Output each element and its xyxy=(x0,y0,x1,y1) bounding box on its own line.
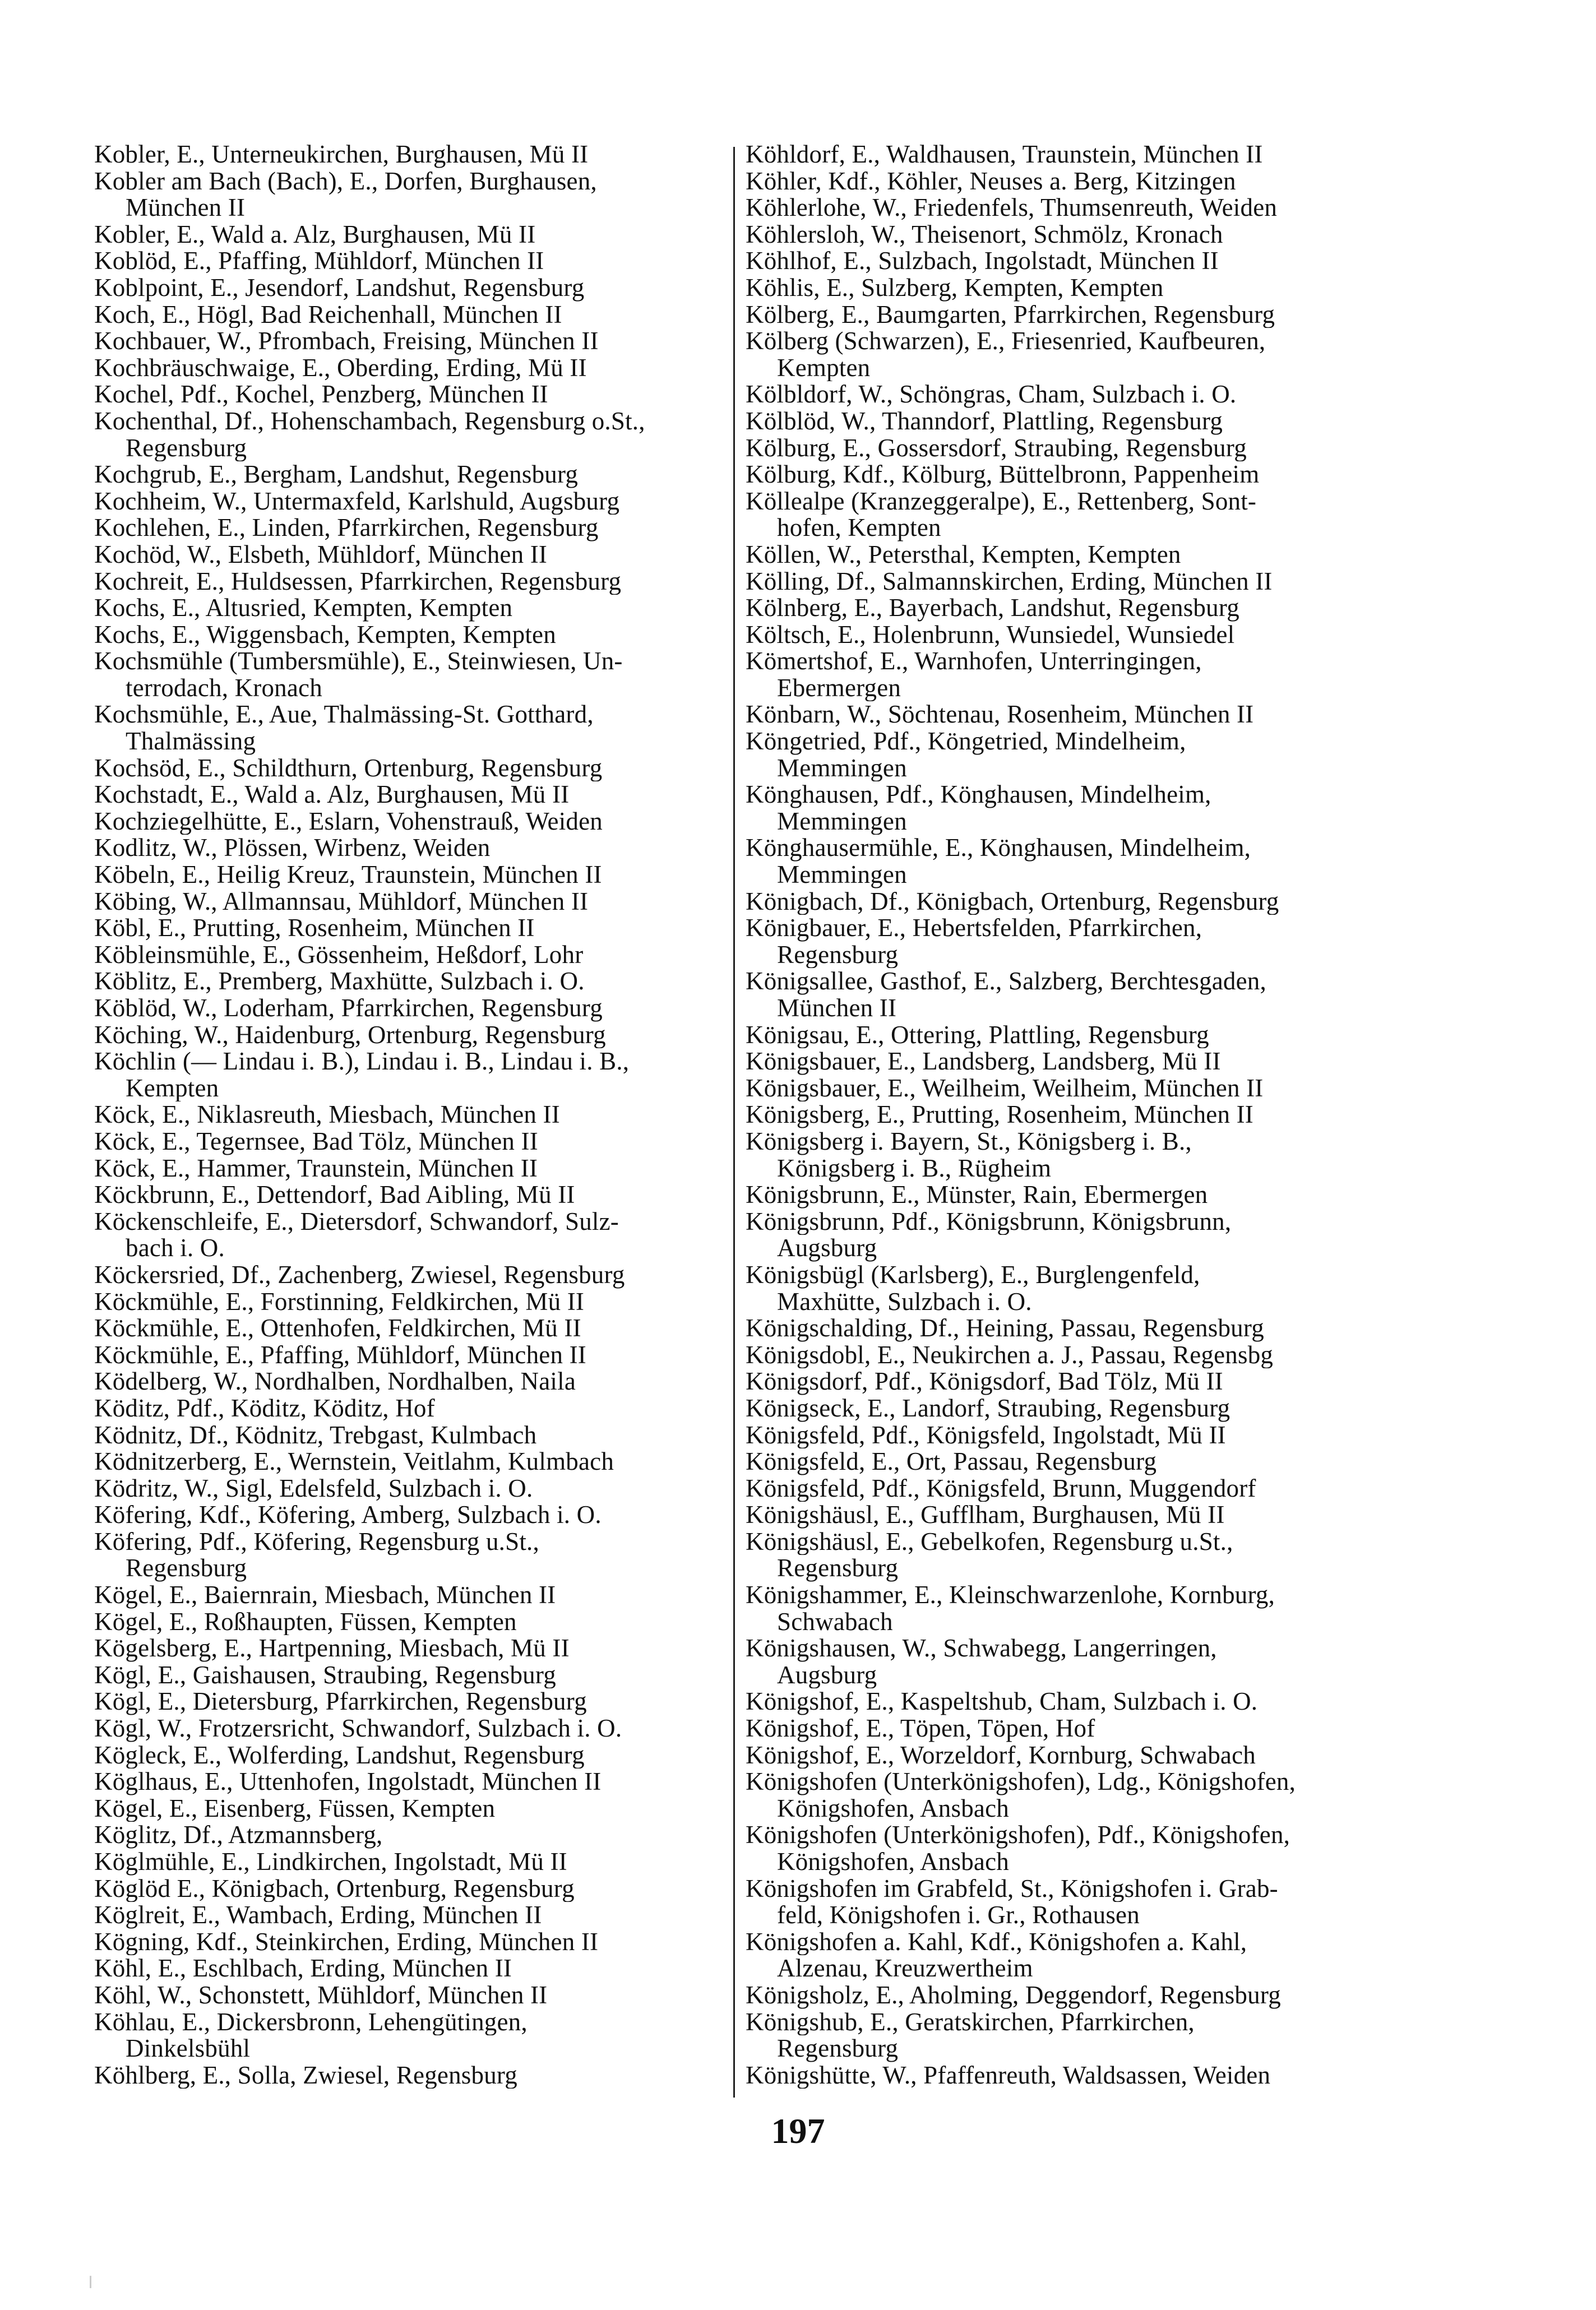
gazetteer-entry xyxy=(746,1368,1390,1395)
entry-line: Kölberg (Schwarzen), E., Friesenried, Kaufbeuren, xyxy=(746,328,1266,355)
gazetteer-entry xyxy=(94,1048,725,1101)
gazetteer-entry xyxy=(746,302,1390,328)
entry-line: Köchlin (— Lindau i. B.), Lindau i. B., Lindau i. B., xyxy=(94,1048,630,1075)
gazetteer-entry xyxy=(94,1849,725,1876)
gazetteer-entry xyxy=(94,141,725,168)
entry-continuation-line: Memmingen xyxy=(777,862,907,888)
entry-line: Köhlberg, E., Solla, Zwiesel, Regensburg xyxy=(94,2062,517,2089)
entry-continuation-line: Königshofen, Ansbach xyxy=(777,1849,1009,1876)
gazetteer-entry xyxy=(94,701,725,754)
entry-line: Königsdobl, E., Neukirchen a. J., Passau, Regensbg xyxy=(746,1341,1274,1369)
entry-line: Köblitz, E., Premberg, Maxhütte, Sulzbach i. O. xyxy=(94,968,585,995)
gazetteer-entry xyxy=(94,541,725,568)
entry-line: Köckenschleife, E., Dietersdorf, Schwandorf, Sulz- xyxy=(94,1208,619,1235)
gazetteer-entry xyxy=(746,1635,1390,1688)
entry-line: Kobler, E., Unterneukirchen, Burghausen, Mü II xyxy=(94,141,589,168)
entry-line: Kölling, Df., Salmannskirchen, Erding, München II xyxy=(746,568,1273,595)
entry-line: Köckmühle, E., Pfaffing, Mühldorf, München II xyxy=(94,1341,586,1369)
entry-line: Kochsmühle, E., Aue, Thalmässing-St. Gotthard, xyxy=(94,701,594,729)
entry-line: Köllen, W., Petersthal, Kempten, Kempten xyxy=(746,541,1181,568)
entry-line: Königsdorf, Pdf., Königsdorf, Bad Tölz, Mü II xyxy=(746,1368,1223,1395)
gazetteer-entry xyxy=(94,1609,725,1636)
gazetteer-entry xyxy=(94,1902,725,1929)
entry-line: Kögl, E., Dietersburg, Pfarrkirchen, Regensburg xyxy=(94,1688,587,1716)
entry-line: Köglitz, Df., Atzmannsberg, xyxy=(94,1822,383,1849)
entry-line: Könghausen, Pdf., Könghausen, Mindelheim, xyxy=(746,781,1211,808)
entry-line: Kodlitz, W., Plössen, Wirbenz, Weiden xyxy=(94,835,491,862)
gazetteer-entry xyxy=(94,835,725,862)
page-number: 197 xyxy=(771,2111,825,2151)
entry-line: Königsbrunn, E., Münster, Rain, Ebermergen xyxy=(746,1182,1208,1209)
gazetteer-entry xyxy=(94,1635,725,1662)
entry-line: Königsbügl (Karlsberg), E., Burglengenfeld, xyxy=(746,1261,1200,1289)
entry-continuation-line: Kempten xyxy=(777,354,871,382)
entry-line: Königshub, E., Geratskirchen, Pfarrkirchen, xyxy=(746,2008,1195,2036)
gazetteer-entry xyxy=(746,1529,1390,1582)
gazetteer-entry xyxy=(746,595,1390,622)
entry-line: Königsallee, Gasthof, E., Salzberg, Berchtesgaden, xyxy=(746,968,1266,995)
gazetteer-entry xyxy=(94,648,725,701)
entry-line: Köfering, Kdf., Köfering, Amberg, Sulzbach i. O. xyxy=(94,1502,602,1529)
gazetteer-entry xyxy=(94,1929,725,1956)
entry-continuation-line: feld, Königshofen i. Gr., Rothausen xyxy=(777,1902,1140,1929)
entry-line: Köck, E., Tegernsee, Bad Tölz, München II xyxy=(94,1128,538,1155)
entry-line: Kölburg, E., Gossersdorf, Straubing, Regensburg xyxy=(746,434,1247,462)
entry-line: Kochgrub, E., Bergham, Landshut, Regensburg xyxy=(94,461,579,488)
gazetteer-entry xyxy=(94,408,725,461)
entry-continuation-line: Dinkelsbühl xyxy=(126,2035,251,2062)
entry-continuation-line: Maxhütte, Sulzbach i. O. xyxy=(777,1288,1032,1316)
entry-line: Königshütte, W., Pfaffenreuth, Waldsassen, Weiden xyxy=(746,2062,1271,2089)
entry-line: Köckbrunn, E., Dettendorf, Bad Aibling, Mü II xyxy=(94,1182,575,1209)
gazetteer-entry xyxy=(746,1822,1390,1875)
gazetteer-entry xyxy=(746,2009,1390,2062)
entry-line: Ködritz, W., Sigl, Edelsfeld, Sulzbach i. O. xyxy=(94,1475,533,1502)
entry-line: Kögl, E., Gaishausen, Straubing, Regensburg xyxy=(94,1661,556,1689)
entry-line: Königsfeld, Pdf., Königsfeld, Ingolstadt, Mü II xyxy=(746,1422,1226,1449)
entry-line: Kochs, E., Altusried, Kempten, Kempten xyxy=(94,595,513,622)
gazetteer-entry xyxy=(94,1155,725,1182)
entry-line: Kochöd, W., Elsbeth, Mühldorf, München II xyxy=(94,541,548,568)
gazetteer-entry xyxy=(746,1582,1390,1635)
entry-line: Kochel, Pdf., Kochel, Penzberg, München II xyxy=(94,381,548,408)
entry-continuation-line: Schwabach xyxy=(777,1608,893,1636)
entry-continuation-line: Regensburg xyxy=(126,1555,247,1582)
entry-line: Kochbauer, W., Pfrombach, Freising, München II xyxy=(94,328,599,355)
entry-line: Köck, E., Hammer, Traunstein, München II xyxy=(94,1155,538,1182)
gazetteer-entry xyxy=(94,1368,725,1395)
gazetteer-entry xyxy=(94,755,725,782)
entry-line: Königshofen im Grabfeld, St., Königshofen i. Grab- xyxy=(746,1875,1278,1902)
entry-line: Königshofen (Unterkönigshofen), Pdf., Königshofen, xyxy=(746,1822,1290,1849)
entry-line: Königsfeld, E., Ort, Passau, Regensburg xyxy=(746,1448,1157,1475)
gazetteer-entry xyxy=(746,1022,1390,1049)
entry-line: Könghausermühle, E., Könghausen, Mindelheim, xyxy=(746,835,1251,862)
entry-line: Königseck, E., Landorf, Straubing, Regensburg xyxy=(746,1395,1230,1422)
left-column xyxy=(94,141,725,2089)
gazetteer-entry xyxy=(746,1315,1390,1342)
entry-line: Kochziegelhütte, E., Eslarn, Vohenstrauß, Weiden xyxy=(94,808,603,835)
entry-line: Köditz, Pdf., Köditz, Köditz, Hof xyxy=(94,1395,435,1422)
entry-line: Köglhaus, E., Uttenhofen, Ingolstadt, München II xyxy=(94,1769,602,1795)
entry-line: Köblöd, W., Loderham, Pfarrkirchen, Regensburg xyxy=(94,995,603,1022)
gazetteer-entry xyxy=(746,622,1390,649)
entry-line: Köbing, W., Allmannsau, Mühldorf, München II xyxy=(94,888,589,915)
entry-continuation-line: Königsberg i. B., Rügheim xyxy=(777,1155,1052,1182)
gazetteer-entry xyxy=(746,1075,1390,1102)
gazetteer-entry xyxy=(746,2062,1390,2089)
entry-line: Königsau, E., Ottering, Plattling, Regensburg xyxy=(746,1021,1209,1049)
entry-line: Koblpoint, E., Jesendorf, Landshut, Regensburg xyxy=(94,274,585,302)
gazetteer-entry xyxy=(94,1395,725,1422)
gazetteer-entry xyxy=(746,835,1390,888)
entry-line: Köhlis, E., Sulzberg, Kempten, Kempten xyxy=(746,274,1164,302)
gazetteer-entry xyxy=(746,1742,1390,1769)
entry-line: Ködelberg, W., Nordhalben, Nordhalben, Naila xyxy=(94,1368,576,1395)
gazetteer-entry xyxy=(746,915,1390,968)
entry-line: Kögelsberg, E., Hartpenning, Miesbach, Mü II xyxy=(94,1635,570,1662)
entry-line: Köbl, E., Prutting, Rosenheim, München II xyxy=(94,915,535,942)
gazetteer-entry xyxy=(746,1475,1390,1502)
gazetteer-entry xyxy=(94,1448,725,1475)
gazetteer-entry xyxy=(94,221,725,248)
gazetteer-entry xyxy=(746,1982,1390,2009)
gazetteer-entry xyxy=(746,781,1390,835)
entry-line: Köglreit, E., Wambach, Erding, München II xyxy=(94,1902,542,1929)
entry-line: Köglmühle, E., Lindkirchen, Ingolstadt, Mü II xyxy=(94,1849,567,1876)
entry-line: Kölnberg, E., Bayerbach, Landshut, Regensburg xyxy=(746,595,1239,622)
gazetteer-entry xyxy=(746,968,1390,1021)
entry-line: Ködnitz, Df., Ködnitz, Trebgast, Kulmbach xyxy=(94,1422,537,1449)
entry-line: Ködnitzerberg, E., Wernstein, Veitlahm, Kulmbach xyxy=(94,1448,614,1475)
entry-continuation-line: Augsburg xyxy=(777,1661,877,1689)
gazetteer-entry xyxy=(94,862,725,888)
entry-continuation-line: Memmingen xyxy=(777,808,907,835)
gazetteer-entry xyxy=(746,648,1390,701)
gazetteer-entry xyxy=(94,1182,725,1209)
right-column xyxy=(746,141,1390,2089)
gazetteer-entry xyxy=(94,1475,725,1502)
gazetteer-entry xyxy=(746,888,1390,915)
entry-line: Königshäusl, E., Gufflham, Burghausen, Mü II xyxy=(746,1502,1225,1529)
gazetteer-entry xyxy=(94,781,725,808)
entry-line: Kochs, E., Wiggensbach, Kempten, Kempten xyxy=(94,621,556,649)
gazetteer-entry xyxy=(94,568,725,595)
gazetteer-entry xyxy=(94,168,725,221)
entry-line: Kobler, E., Wald a. Alz, Burghausen, Mü II xyxy=(94,221,536,248)
gazetteer-entry xyxy=(746,1128,1390,1182)
gazetteer-entry xyxy=(746,1209,1390,1262)
entry-continuation-line: München II xyxy=(777,995,897,1022)
gazetteer-entry xyxy=(94,1502,725,1529)
entry-line: Köglöd E., Königbach, Ortenburg, Regensburg xyxy=(94,1875,575,1902)
margin-mark xyxy=(90,2276,100,2288)
gazetteer-entry xyxy=(94,1128,725,1155)
gazetteer-entry xyxy=(746,1048,1390,1075)
entry-line: Königsbauer, E., Landsberg, Landsberg, Mü II xyxy=(746,1048,1221,1075)
gazetteer-entry xyxy=(94,1022,725,1049)
gazetteer-entry xyxy=(94,808,725,835)
entry-line: Kögleck, E., Wolferding, Landshut, Regensburg xyxy=(94,1742,585,1769)
entry-line: Koch, E., Högl, Bad Reichenhall, München II xyxy=(94,301,562,328)
gazetteer-entry xyxy=(746,1715,1390,1742)
entry-line: Königbach, Df., Königbach, Ortenburg, Regensburg xyxy=(746,888,1279,915)
gazetteer-entry xyxy=(94,995,725,1022)
entry-line: Köching, W., Haidenburg, Ortenburg, Regensburg xyxy=(94,1021,606,1049)
entry-line: Kochbräuschwaige, E., Oberding, Erding, Mü II xyxy=(94,354,587,382)
entry-continuation-line: Memmingen xyxy=(777,754,907,782)
entry-line: Köfering, Pdf., Köfering, Regensburg u.St., xyxy=(94,1528,539,1556)
gazetteer-entry xyxy=(94,1101,725,1128)
gazetteer-entry xyxy=(746,168,1390,195)
gazetteer-entry xyxy=(94,1742,725,1769)
entry-line: Königbauer, E., Hebertsfelden, Pfarrkirchen, xyxy=(746,915,1202,942)
gazetteer-entry xyxy=(746,1688,1390,1715)
entry-line: Königshof, E., Kaspeltshub, Cham, Sulzbach i. O. xyxy=(746,1688,1258,1716)
entry-line: Köhl, E., Eschlbach, Erding, München II xyxy=(94,1955,512,1982)
gazetteer-entry xyxy=(94,888,725,915)
gazetteer-entry xyxy=(94,942,725,969)
gazetteer-entry xyxy=(94,1209,725,1262)
gazetteer-entry xyxy=(94,1422,725,1449)
entry-line: Kobler am Bach (Bach), E., Dorfen, Burghausen, xyxy=(94,168,597,195)
entry-line: Kögel, E., Eisenberg, Füssen, Kempten xyxy=(94,1795,496,1822)
gazetteer-entry xyxy=(746,435,1390,462)
gazetteer-entry xyxy=(746,1262,1390,1315)
entry-line: Köhl, W., Schonstett, Mühldorf, München II xyxy=(94,1982,548,2009)
entry-line: Köhlersloh, W., Theisenort, Schmölz, Kronach xyxy=(746,221,1223,248)
entry-line: Kölburg, Kdf., Kölburg, Büttelbronn, Pappenheim xyxy=(746,461,1260,488)
entry-continuation-line: München II xyxy=(126,195,246,221)
gazetteer-entry xyxy=(94,302,725,328)
entry-line: Köck, E., Niklasreuth, Miesbach, München II xyxy=(94,1101,560,1128)
gazetteer-entry xyxy=(94,968,725,995)
gazetteer-entry xyxy=(94,1582,725,1609)
entry-line: Kölblöd, W., Thanndorf, Plattling, Regensburg xyxy=(746,408,1223,435)
entry-line: Köhler, Kdf., Köhler, Neuses a. Berg, Kitzingen xyxy=(746,168,1236,195)
gazetteer-entry xyxy=(746,1769,1390,1822)
entry-continuation-line: Regensburg xyxy=(777,1555,899,1582)
gazetteer-entry xyxy=(94,1342,725,1369)
gazetteer-entry xyxy=(94,1769,725,1795)
entry-line: Königsholz, E., Aholming, Deggendorf, Regensburg xyxy=(746,1982,1281,2009)
gazetteer-entry xyxy=(94,355,725,382)
entry-line: Königsfeld, Pdf., Königsfeld, Brunn, Muggendorf xyxy=(746,1475,1256,1502)
entry-line: Königschalding, Df., Heining, Passau, Regensburg xyxy=(746,1315,1264,1342)
entry-line: Königsbauer, E., Weilheim, Weilheim, München II xyxy=(746,1075,1264,1102)
entry-line: Königshof, E., Töpen, Töpen, Hof xyxy=(746,1715,1095,1742)
entry-continuation-line: Ebermergen xyxy=(777,674,901,702)
gazetteer-entry xyxy=(746,568,1390,595)
gazetteer-entry xyxy=(94,461,725,488)
entry-continuation-line: bach i. O. xyxy=(126,1235,225,1262)
entry-line: Köngetried, Pdf., Köngetried, Mindelheim, xyxy=(746,728,1186,755)
gazetteer-entry xyxy=(746,381,1390,408)
gazetteer-entry xyxy=(94,1529,725,1582)
gazetteer-entry xyxy=(94,622,725,649)
entry-continuation-line: hofen, Kempten xyxy=(777,515,941,541)
gazetteer-entry xyxy=(94,2062,725,2089)
entry-line: Köhlau, E., Dickersbronn, Lehengütingen, xyxy=(94,2008,528,2036)
gazetteer-entry xyxy=(94,381,725,408)
gazetteer-entry xyxy=(94,915,725,942)
gazetteer-entry xyxy=(746,461,1390,488)
entry-continuation-line: Königshofen, Ansbach xyxy=(777,1795,1009,1822)
entry-line: Königshausen, W., Schwabegg, Langerringen, xyxy=(746,1635,1217,1662)
gazetteer-entry xyxy=(746,328,1390,381)
gazetteer-entry xyxy=(746,701,1390,728)
entry-line: Kochsöd, E., Schildthurn, Ortenburg, Regensburg xyxy=(94,754,603,782)
gazetteer-entry xyxy=(746,195,1390,221)
gazetteer-entry xyxy=(94,1289,725,1316)
entry-line: Köckersried, Df., Zachenberg, Zwiesel, Regensburg xyxy=(94,1261,625,1289)
entry-line: Kochenthal, Df., Hohenschambach, Regensburg o.St., xyxy=(94,408,645,435)
gazetteer-entry xyxy=(746,408,1390,435)
gazetteer-entry xyxy=(94,1662,725,1689)
entry-line: Költsch, E., Holenbrunn, Wunsiedel, Wunsiedel xyxy=(746,621,1235,649)
entry-continuation-line: Kempten xyxy=(126,1075,219,1102)
entry-line: Köckmühle, E., Forstinning, Feldkirchen, Mü II xyxy=(94,1288,585,1316)
entry-line: Kögl, W., Frotzersricht, Schwandorf, Sulzbach i. O. xyxy=(94,1715,622,1742)
gazetteer-entry xyxy=(94,1795,725,1822)
entry-line: Köbleinsmühle, E., Gössenheim, Heßdorf, Lohr xyxy=(94,941,584,969)
entry-line: Köckmühle, E., Ottenhofen, Feldkirchen, Mü II xyxy=(94,1315,581,1342)
gazetteer-entry xyxy=(94,248,725,275)
gazetteer-entry xyxy=(94,1955,725,1982)
entry-line: Königsberg, E., Prutting, Rosenheim, München II xyxy=(746,1101,1253,1128)
entry-line: Kochlehen, E., Linden, Pfarrkirchen, Regensburg xyxy=(94,515,599,541)
gazetteer-entry xyxy=(746,275,1390,302)
gazetteer-entry xyxy=(746,541,1390,568)
gazetteer-entry xyxy=(746,248,1390,275)
entry-line: Kölbldorf, W., Schöngras, Cham, Sulzbach i. O. xyxy=(746,381,1237,408)
gazetteer-entry xyxy=(746,221,1390,248)
entry-line: Königshammer, E., Kleinschwarzenlohe, Kornburg, xyxy=(746,1582,1275,1609)
entry-continuation-line: Augsburg xyxy=(777,1235,877,1262)
gazetteer-entry xyxy=(746,1929,1390,1982)
gazetteer-entry xyxy=(746,1422,1390,1449)
entry-line: Königshof, E., Worzeldorf, Kornburg, Schwabach xyxy=(746,1742,1256,1769)
gazetteer-entry xyxy=(94,595,725,622)
gazetteer-entry xyxy=(94,1822,725,1849)
gazetteer-entry xyxy=(746,488,1390,541)
gazetteer-entry xyxy=(94,328,725,355)
gazetteer-entry xyxy=(94,515,725,541)
entry-line: Kögel, E., Baiernrain, Miesbach, München II xyxy=(94,1582,556,1609)
entry-line: Kochreit, E., Huldsessen, Pfarrkirchen, Regensburg xyxy=(94,568,622,595)
entry-continuation-line: Regensburg xyxy=(126,434,247,462)
entry-line: Königsbrunn, Pdf., Königsbrunn, Königsbrunn, xyxy=(746,1208,1232,1235)
entry-line: Königsberg i. Bayern, St., Königsberg i. B., xyxy=(746,1128,1192,1155)
entry-line: Kölberg, E., Baumgarten, Pfarrkirchen, Regensburg xyxy=(746,301,1275,328)
gazetteer-entry xyxy=(94,2009,725,2062)
entry-line: Köhlerlohe, W., Friedenfels, Thumsenreuth, Weiden xyxy=(746,195,1278,221)
gazetteer-entry xyxy=(746,141,1390,168)
gazetteer-entry xyxy=(746,1182,1390,1209)
gazetteer-entry xyxy=(746,1342,1390,1369)
gazetteer-entry xyxy=(94,1262,725,1289)
gazetteer-entry xyxy=(746,728,1390,781)
entry-continuation-line: Regensburg xyxy=(777,941,899,969)
gazetteer-entry xyxy=(94,1982,725,2009)
gazetteer-entry xyxy=(746,1448,1390,1475)
entry-line: Köhlhof, E., Sulzbach, Ingolstadt, München II xyxy=(746,248,1219,275)
entry-line: Kochstadt, E., Wald a. Alz, Burghausen, Mü II xyxy=(94,781,570,808)
gazetteer-entry xyxy=(746,1502,1390,1529)
entry-line: Kochsmühle (Tumbersmühle), E., Steinwiesen, Un- xyxy=(94,648,623,675)
entry-line: Kömertshof, E., Warnhofen, Unterringingen, xyxy=(746,648,1202,675)
gazetteer-entry xyxy=(94,1315,725,1342)
entry-continuation-line: Regensburg xyxy=(777,2035,899,2062)
gazetteer-entry xyxy=(94,488,725,515)
column-divider xyxy=(733,147,735,2098)
entry-line: Koblöd, E., Pfaffing, Mühldorf, München II xyxy=(94,248,544,275)
entry-continuation-line: Alzenau, Kreuzwertheim xyxy=(777,1955,1033,1982)
entry-line: Köllealpe (Kranzeggeralpe), E., Rettenberg, Sont- xyxy=(746,488,1257,515)
entry-continuation-line: terrodach, Kronach xyxy=(126,674,322,702)
gazetteer-entry xyxy=(746,1876,1390,1929)
entry-line: Königshofen a. Kahl, Kdf., Königshofen a. Kahl, xyxy=(746,1928,1247,1956)
entry-line: Kochheim, W., Untermaxfeld, Karlshuld, Augsburg xyxy=(94,488,620,515)
entry-line: Königshofen (Unterkönigshofen), Ldg., Königshofen, xyxy=(746,1769,1296,1795)
entry-line: Königshäusl, E., Gebelkofen, Regensburg u.St., xyxy=(746,1528,1233,1556)
entry-line: Köbeln, E., Heilig Kreuz, Traunstein, München II xyxy=(94,862,602,888)
entry-line: Kögel, E., Roßhaupten, Füssen, Kempten xyxy=(94,1608,517,1636)
gazetteer-entry xyxy=(746,1101,1390,1128)
entry-continuation-line: Thalmässing xyxy=(126,728,256,755)
entry-line: Köhldorf, E., Waldhausen, Traunstein, München II xyxy=(746,141,1263,168)
gazetteer-entry xyxy=(94,1688,725,1715)
gazetteer-entry xyxy=(94,1715,725,1742)
entry-line: Kögning, Kdf., Steinkirchen, Erding, München II xyxy=(94,1928,599,1956)
entry-line: Könbarn, W., Söchtenau, Rosenheim, München II xyxy=(746,701,1254,729)
gazetteer-entry xyxy=(94,1876,725,1902)
gazetteer-entry xyxy=(746,1395,1390,1422)
gazetteer-entry xyxy=(94,275,725,302)
